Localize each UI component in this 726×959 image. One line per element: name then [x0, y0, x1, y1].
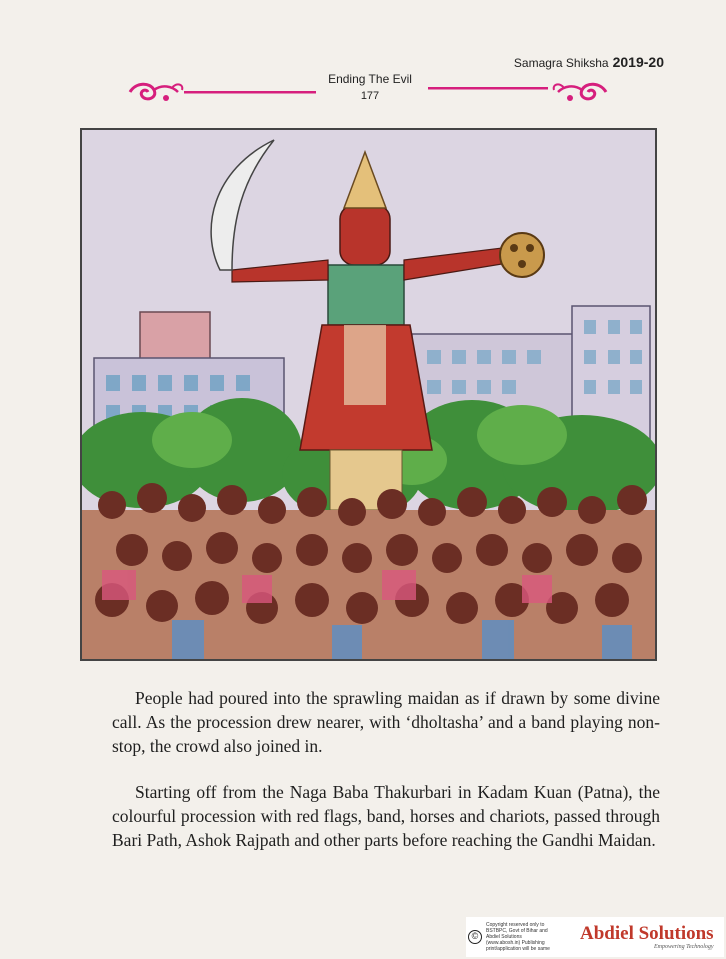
- copyright-line: Abdiel Solutions: [486, 934, 522, 940]
- company-tagline: Empowering Technology: [653, 944, 714, 950]
- copyright-icon: ©: [468, 930, 482, 944]
- copyright-line: (www.abosh.in) Publishing: [486, 940, 545, 946]
- brand-year: 2019-20: [612, 54, 664, 70]
- company-name: Abdiel Solutions: [580, 923, 714, 944]
- publisher-footer: [466, 917, 724, 957]
- chapter-title: Ending The Evil: [328, 72, 412, 86]
- copyright-line: print/application will be same: [486, 946, 550, 952]
- copyright-line: Copyright reserved only to: [486, 922, 545, 928]
- brand-header: [514, 54, 664, 70]
- ravana-illustration: [80, 128, 657, 661]
- copyright-line: BSTBPC, Govt of Bihar and: [486, 928, 548, 934]
- brand-name: Samagra Shiksha: [513, 56, 609, 70]
- page-number: 177: [360, 90, 380, 102]
- copyright-notice: [486, 922, 576, 952]
- illustration-drawing: [82, 130, 655, 659]
- company-logo: [580, 924, 714, 950]
- paragraph-2: Starting off from the Naga Baba Thakurbari in Kadam Kuan (Patna), the colourful procession with red flags, band, horses and chariots, passed through Bari Path, Ashok Rajpath and other parts before reaching the Gandhi Maidan.: [112, 782, 660, 850]
- paragraph-1: People had poured into the sprawling maidan as if drawn by some divine call. As the procession drew nearer, with ‘dholtasha’ and a band playing non- stop, the crowd also joined in.: [112, 688, 660, 756]
- body-text: [112, 686, 660, 874]
